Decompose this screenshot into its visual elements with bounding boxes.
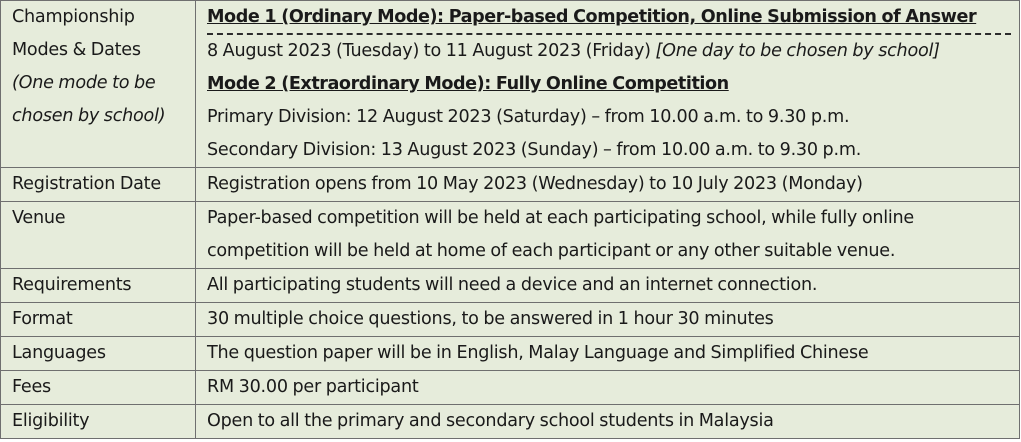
championship-label-note-line-1: (One mode to be (12, 73, 156, 93)
languages-value: The question paper will be in English, Malay Language and Simplified Chinese (196, 337, 1020, 371)
format-label: Format (1, 303, 196, 337)
fees-label: Fees (1, 371, 196, 405)
table-row-eligibility (1, 405, 1020, 439)
mode2-secondary-division: Secondary Division: 13 August 2023 (Sunday) – from 10.00 a.m. to 9.30 p.m. (207, 140, 862, 160)
venue-label: Venue (1, 202, 196, 269)
fees-value: RM 30.00 per participant (196, 371, 1020, 405)
championship-modes-label-cell (1, 1, 196, 168)
registration-label: Registration Date (1, 168, 196, 202)
table-row-fees (1, 371, 1020, 405)
eligibility-value: Open to all the primary and secondary school students in Malaysia (196, 405, 1020, 439)
venue-value-line-1: Paper-based competition will be held at each participating school, while fully online (207, 208, 914, 228)
championship-label-line-2: Modes & Dates (12, 40, 141, 60)
table-row-venue (1, 202, 1020, 269)
mode1-title: Mode 1 (Ordinary Mode): Paper-based Competition, Online Submission of Answer (207, 1, 1011, 35)
championship-label-line-1: Championship (12, 7, 135, 27)
registration-value: Registration opens from 10 May 2023 (Wednesday) to 10 July 2023 (Monday) (196, 168, 1020, 202)
table-row-requirements (1, 269, 1020, 303)
languages-label: Languages (1, 337, 196, 371)
requirements-label: Requirements (1, 269, 196, 303)
format-value: 30 multiple choice questions, to be answered in 1 hour 30 minutes (196, 303, 1020, 337)
venue-value-line-2: competition will be held at home of each participant or any other suitable venue. (207, 241, 896, 261)
table-row-championship-modes (1, 1, 1020, 168)
venue-value-cell (196, 202, 1020, 269)
table-row-registration (1, 168, 1020, 202)
mode1-note: [One day to be chosen by school] (655, 41, 940, 61)
mode2-title: Mode 2 (Extraordinary Mode): Fully Online Competition (207, 74, 729, 94)
mode2-primary-division: Primary Division: 12 August 2023 (Saturday) – from 10.00 a.m. to 9.30 p.m. (207, 107, 850, 127)
mode1-dates-text: 8 August 2023 (Tuesday) to 11 August 2023 (Friday) (207, 41, 656, 61)
mode1-dates (207, 35, 1011, 68)
championship-label-note-line-2: chosen by school) (12, 106, 166, 126)
requirements-value: All participating students will need a device and an internet connection. (196, 269, 1020, 303)
eligibility-label: Eligibility (1, 405, 196, 439)
table-row-languages (1, 337, 1020, 371)
table-row-format (1, 303, 1020, 337)
championship-modes-value-cell (196, 1, 1020, 168)
